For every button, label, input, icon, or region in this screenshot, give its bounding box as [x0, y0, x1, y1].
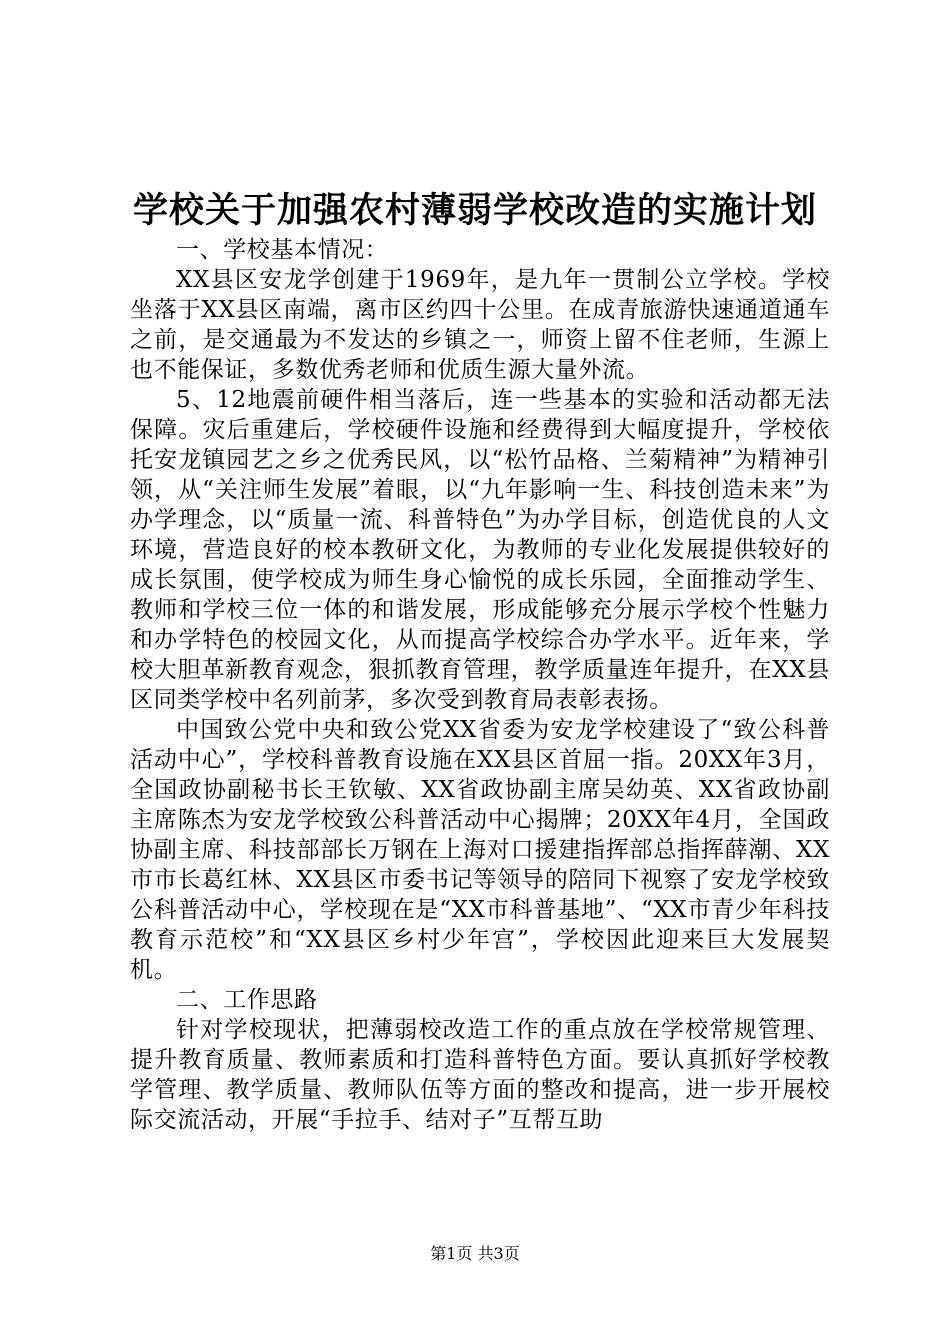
paragraph-reconstruction: 5、12地震前硬件相当落后，连一些基本的实验和活动都无法保障。灾后重建后，学校硬件设施和经费得到大幅度提升，学校依托安龙镇园艺之乡之优秀民风，以“松竹品格、兰菊精神”为精神引领，从“关注师生发展”着眼，以“九年影响一生、科技创造未来”为办学理念，以“质量一流、科普特色”为办学目标，创造优良的人文环境，营造良好的校本教研文化，为教师的专业化发展提供较好的成长氛围，使学校成为师生身心愉悦的成长乐园，全面推动学生、教师和学校三位一体的和谐发展，形成能够充分展示学校个性魅力和办学特色的校园文化，从而提高学校综合办学水平。近年来，学校大胆革新教育观念，狠抓教育管理，教学质量连年提升，在XX县区同类学校中名列前茅，多次受到教育局表彰表扬。: [130, 387, 830, 713]
document-title: 学校关于加强农村薄弱学校改造的实施计划: [132, 191, 817, 231]
heading-work-ideas: 二、工作思路: [176, 987, 318, 1013]
paragraph-work-focus: 针对学校现状，把薄弱校改造工作的重点放在学校常规管理、提升教育质量、教师素质和打造科普特色方面。要认真抓好学校教学管理、教学质量、教师队伍等方面的整改和提高，进一步开展校际交流活动，开展“手拉手、结对子”互帮互助: [130, 1017, 830, 1133]
paragraph-school-intro: XX县区安龙学创建于1969年，是九年一贯制公立学校。学校坐落于XX县区南端，离市区约四十公里。在成青旅游快速通道通车之前，是交通最为不发达的乡镇之一，师资上留不住老师，生源上也不能保证，多数优秀老师和优质生源大量外流。: [130, 267, 830, 383]
heading-basic-situation: 一、学校基本情况：: [176, 237, 389, 263]
document-body: [130, 235, 830, 1135]
paragraph-science-center: 中国致公党中央和致公党XX省委为安龙学校建设了“致公科普活动中心”，学校科普教育设施在XX县区首屈一指。20XX年3月，全国政协副秘书长王钦敏、XX省政协副主席吴幼英、XX省政协副主席陈杰为安龙学校致公科普活动中心揭牌；20XX年4月，全国政协副主席、科技部部长万钢在上海对口援建指挥部总指挥薛潮、XX市市长葛红林、XX县区市委书记等领导的陪同下视察了安龙学校致公科普活动中心，学校现在是“XX市科普基地”、“XX市青少年科技教育示范校”和“XX县区乡村少年宫”，学校因此迎来巨大发展契机。: [130, 717, 830, 983]
page-number: 第1页 共3页: [430, 1244, 520, 1263]
